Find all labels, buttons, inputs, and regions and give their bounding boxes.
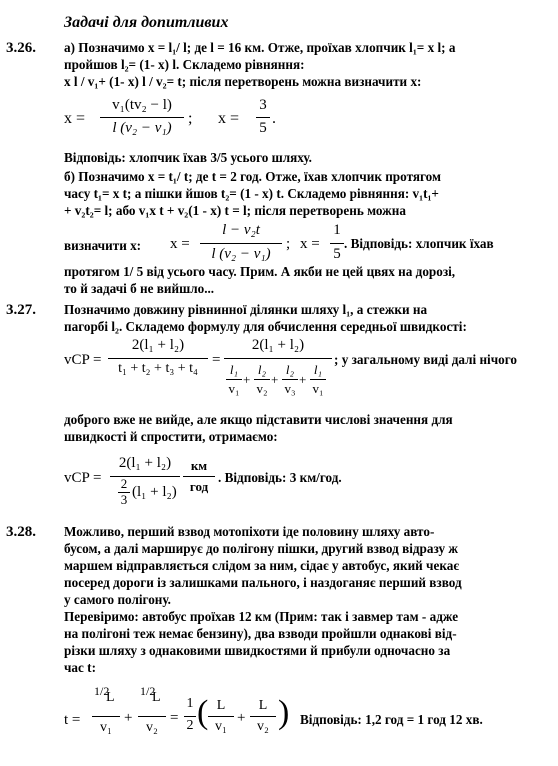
den-term-numerator: l₂ <box>257 362 267 377</box>
fraction-bar <box>100 117 184 118</box>
textbook-page: Задачі для допитливих 3.26. а) Позначимо x = l₁/ l; де l = 16 км. Отже, проїхав хлопчик l₁= x l; а пройшов l₂= (1- x) l. Складемо рівняння: x l / v₁+ (1- x) l / v₂= t; після перетворень можна визначити x: x = v₁(tv₂ − l) l (v₂ − v₁) ; x = 3 5 . Відповідь: хлопчик їхав 3/5 усього шляху. б) Позначимо x = t₁/ t; де t = 2 год. Отже, їхав хлопчик протягом часу t₁= x t; а пішки йшов t₂= (1 - x) t. Складемо рівняння: v₁t₁+ + v₂t₂= l; або v₁x t + v₂(1 - x) t = l; після перетворень можна визначити x: x = l − v₂t l (v₂ − v₁) ; x = 1 5 . Відповідь: хлопчик їхав протягом 1/ 5 від усього часу. Прим. А якби не цей цвях на дорозі, то й задачі б не вийшло... 3.27. Позначимо довжину рівнинної ділянки шляху l₁, а стежки на пагорбі l₂. Складемо формулу для обчислення середньої швидкості: vCP = 2(l₁ + l₂) t₁ + t₂ + t₃ + t₄ = 2(l₁ + l₂) l₁ v₁ + l₂ v₂ + l₂ v₃ + l₁ v₁ ; у загальному виді далі нічого доброго вже не вийде, але якщо підставити числові значення для швидкості й спростити, отримаємо: vCP = 2(l₁ + l₂) 2 3 (l₁ + l₂) км год . Відповідь: 3 км/год. 3.28. Можливо, перший взвод мотопіхоти іде половину шляху авто- бусом, а далі марширує до полігону пішки, другий взвод відразу ж маршем відправляється слідом за ним, сідає у автобус, який чекає посеред дороги із залишками пального, і наздоганяє перший взвод у самого полігону. Перевіримо: автобус проїхав 12 км (Прим: так і завмер там - адже на полігоні теж немає бензину), два взводи пройшли однакові від- різки шляху з однаковими швидкостями й прибули одночасно за час t: t = 1/2 L v₁ + 1/2 L v₂ = 1 2 ( L v₁ + L v₂ ) Відповідь: 1,2 год = 1 год 12 хв. <box>6 14 517 735</box>
plus-sign: + <box>271 372 279 387</box>
p327-line3: доброго вже не вийде, але якщо підставити числові значення для <box>64 412 453 427</box>
p328-line1: Можливо, перший взвод мотопіхоти іде половину шляху авто- <box>64 524 435 539</box>
den-term-denominator: v₁ <box>312 381 324 396</box>
p326-b-line6: то й задачі б не вийшло... <box>64 281 215 296</box>
fraction-bar <box>330 243 344 244</box>
den-term-denominator: v₃ <box>284 381 296 396</box>
fraction-bar <box>184 716 196 717</box>
plus-sign: + <box>299 372 307 387</box>
den-term-numerator: l₂ <box>285 362 295 377</box>
den-term-denominator: v₁ <box>228 381 240 396</box>
p326-b-line2: часу t₁= x t; а пішки йшов t₂= (1 - x) t. Складемо рівняння: v₁t₁+ <box>64 186 439 201</box>
p326-b-line3: + v₂t₂= l; або v₁x t + v₂(1 - x) t = l; після перетворень можна <box>64 203 406 218</box>
fraction-bar <box>138 716 166 717</box>
fraction-bar <box>183 476 215 477</box>
problem-number-3-27: 3.27. <box>6 302 36 318</box>
p326-b-line1: б) Позначимо x = t₁/ t; де t = 2 год. Отже, їхав хлопчик протягом <box>64 169 441 184</box>
fraction-bar <box>224 358 332 359</box>
p328-line6: Перевіримо: автобус проїхав 12 км (Прим: так і завмер там - адже <box>64 609 459 624</box>
fraction-bar <box>282 379 298 380</box>
p328-line8: різки шляху з однаковими швидкостями й прибули одночасно за <box>64 643 451 658</box>
fraction-bar <box>108 358 208 359</box>
den-term-denominator: v₂ <box>256 381 268 396</box>
f1-denominator: l (v₂ − v₁) <box>112 120 172 136</box>
fraction-bar <box>250 716 276 717</box>
fraction-bar <box>310 379 326 380</box>
p328-line7: на полігоні теж немає бензину), два взводи пройшли однакові від- <box>64 626 457 641</box>
p327-line2: пагорбі l₂. Складемо формулу для обчислення середньої швидкості: <box>64 319 467 334</box>
fraction-bar <box>254 379 270 380</box>
f1-numerator: v₁(tv₂ − l) <box>112 97 172 113</box>
p326-b-line5: протягом 1/ 5 від усього часу. Прим. А якби не цей цвях на дорозі, <box>64 264 456 279</box>
problem-number-3-26: 3.26. <box>6 40 36 56</box>
p326-a-line1: а) Позначимо x = l₁/ l; де l = 16 км. Отже, проїхав хлопчик l₁= x l; а <box>64 40 456 55</box>
plus-sign: + <box>243 372 251 387</box>
p327-line1: Позначимо довжину рівнинної ділянки шляху l₁, а стежки на <box>64 302 428 317</box>
fraction-bar <box>226 379 242 380</box>
p328-line3: маршем відправляється слідом за ним, сідає у автобус, який чекає <box>64 558 460 573</box>
fraction-bar <box>92 716 120 717</box>
p326-a-line3: x l / v₁+ (1- x) l / v₂= t; після перетворень можна визначити x: <box>64 74 422 89</box>
p328-line5: у самого полігону. <box>64 592 171 607</box>
fraction-bar <box>200 243 282 244</box>
fraction-bar <box>208 716 234 717</box>
problem-number-3-28: 3.28. <box>6 524 36 540</box>
p326-a-line2: пройшов l₂= (1- x) l. Складемо рівняння: <box>64 57 305 72</box>
p327-line4: швидкості й спростити, отримаємо: <box>64 429 278 444</box>
fraction-bar <box>256 117 270 118</box>
section-heading: Задачі для допитливих <box>64 14 229 31</box>
p328-line2: бусом, а далі марширує до полігону пішки, другий взвод відразу ж <box>64 541 458 556</box>
p326-answer-a: Відповідь: хлопчик їхав 3/5 усього шляху. <box>64 150 312 165</box>
den-term-numerator: l₁ <box>313 362 323 377</box>
p328-line9: час t: <box>64 660 96 675</box>
den-term-numerator: l₁ <box>229 362 239 377</box>
p328-line4: посеред дороги із залишками пального, і наздоганяє перший взвод <box>64 575 462 590</box>
